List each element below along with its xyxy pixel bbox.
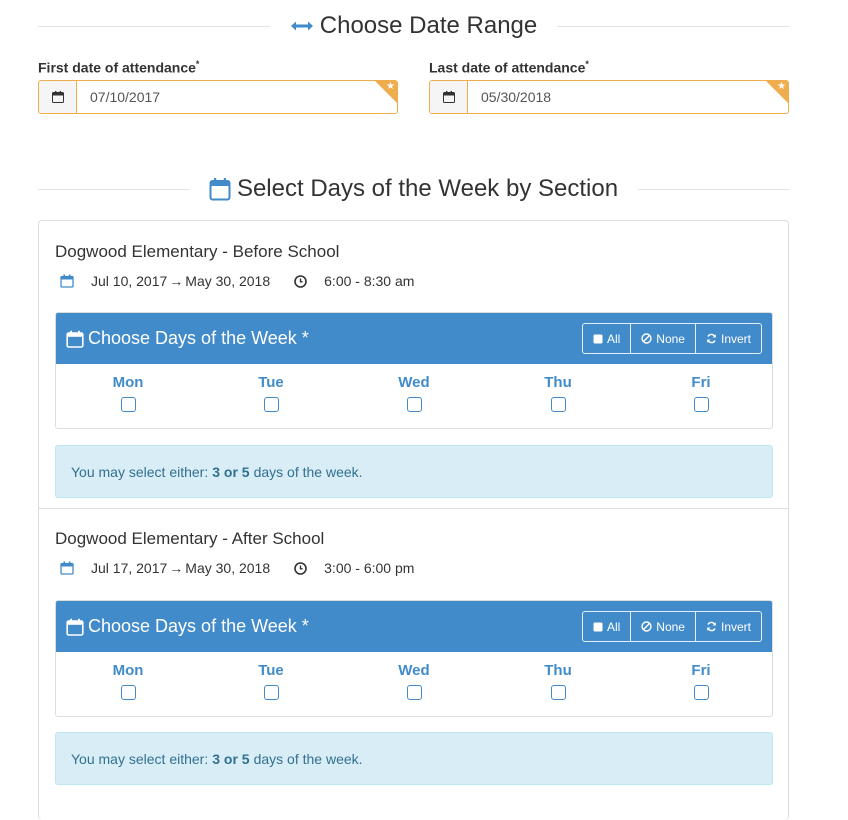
invert-button[interactable] [696,612,761,641]
calendar-icon [59,561,75,575]
date-range-title [270,12,557,40]
section-name: Dogwood Elementary - Before School [55,242,340,261]
section-meta [59,273,414,289]
select-all-label: All [606,619,621,634]
star-icon: ★ [386,81,395,92]
day-label: Fri [691,662,711,679]
day-tue[interactable] [241,374,301,417]
heading-rule-left [38,26,270,27]
last-date-field [429,56,789,114]
select-all-button[interactable] [583,324,631,353]
day-checkbox[interactable] [264,397,279,412]
info-suffix: days of the week. [253,750,363,767]
last-date-input[interactable] [468,81,788,113]
day-checkbox[interactable] [551,397,566,412]
days-row [56,652,772,717]
required-mark: * [195,59,200,69]
ban-icon [641,333,652,344]
info-options: 3 or 5 [212,463,250,480]
days-heading-text: Select Days of the Week by Section [236,175,619,202]
heading-rule-left [38,189,189,190]
day-checkbox[interactable] [407,685,422,700]
day-fri[interactable] [671,374,731,417]
select-buttons [582,323,762,354]
select-none-button[interactable] [631,324,696,353]
calendar-icon [66,330,84,348]
day-label: Mon [112,374,144,391]
ban-icon [641,621,652,632]
section-name: Dogwood Elementary - After School [55,529,325,548]
day-thu[interactable] [528,374,588,417]
days-panel-header [56,601,772,652]
day-checkbox[interactable] [551,685,566,700]
calendar-icon [59,274,75,288]
first-date-input-group[interactable] [38,80,398,114]
day-tue[interactable] [241,662,301,705]
calendar-icon[interactable] [430,81,468,113]
day-mon[interactable] [98,374,158,417]
select-all-label: All [606,331,621,346]
last-date-input-group[interactable] [429,80,789,114]
square-icon [593,334,603,344]
end-date: May 30, 2018 [185,273,271,289]
star-icon: ★ [777,81,786,92]
square-icon [593,622,603,632]
days-panel-header [56,313,772,364]
day-mon[interactable] [98,662,158,705]
refresh-icon [706,621,717,632]
day-label: Tue [258,374,284,391]
day-label: Fri [691,374,711,391]
days-row [56,364,772,429]
info-prefix: You may select either: [71,463,209,480]
calendar-icon[interactable] [39,81,77,113]
days-panel-title: Choose Days of the Week * [88,328,309,348]
info-options: 3 or 5 [212,750,250,767]
arrow-right-icon: → [169,273,184,289]
info-alert [55,445,773,498]
info-alert [55,732,773,785]
days-heading-title [189,175,638,203]
days-panel-title: Choose Days of the Week * [88,616,309,636]
day-wed[interactable] [384,374,444,417]
first-date-field [38,56,398,114]
heading-rule-right [638,189,789,190]
sections-panel [38,220,789,820]
day-label: Thu [544,662,572,679]
info-prefix: You may select either: [71,750,209,767]
time-range: 3:00 - 6:00 pm [324,560,415,576]
day-fri[interactable] [671,662,731,705]
section-meta [59,560,414,576]
day-label: Tue [258,662,284,679]
day-checkbox[interactable] [121,397,136,412]
clock-icon [292,275,308,288]
days-panel [55,312,773,429]
day-label: Wed [398,374,430,391]
day-label: Thu [544,374,572,391]
select-buttons [582,611,762,642]
calendar-icon [66,618,84,636]
select-none-label: None [656,331,685,346]
calendar-icon [209,177,231,201]
invert-button[interactable] [696,324,761,353]
start-date: Jul 17, 2017 [91,560,168,576]
first-date-label [38,56,398,76]
clock-icon [292,562,308,575]
days-panel [55,600,773,717]
info-suffix: days of the week. [253,463,363,480]
day-wed[interactable] [384,662,444,705]
day-label: Mon [112,662,144,679]
day-checkbox[interactable] [264,685,279,700]
refresh-icon [706,333,717,344]
start-date: Jul 10, 2017 [91,273,168,289]
day-checkbox[interactable] [121,685,136,700]
day-thu[interactable] [528,662,588,705]
required-mark: * [585,59,589,69]
first-date-input[interactable] [77,81,397,113]
day-checkbox[interactable] [694,685,709,700]
last-date-label [429,56,789,76]
invert-label: Invert [720,331,751,346]
last-date-label-text: Last date of attendance [429,59,586,76]
first-date-label-text: First date of attendance [38,59,196,76]
day-label: Wed [398,662,430,679]
day-checkbox[interactable] [694,397,709,412]
day-checkbox[interactable] [407,397,422,412]
time-range: 6:00 - 8:30 am [324,273,415,289]
horizontal-arrows-icon [290,20,314,32]
date-range-title-text: Choose Date Range [319,12,538,39]
select-all-button[interactable] [583,612,631,641]
arrow-right-icon: → [169,560,184,576]
select-none-label: None [656,619,685,634]
days-heading [38,175,789,203]
select-none-button[interactable] [631,612,696,641]
invert-label: Invert [720,619,751,634]
section-divider [39,508,788,509]
heading-rule-right [557,26,789,27]
end-date: May 30, 2018 [185,560,271,576]
date-range-heading [38,12,789,40]
